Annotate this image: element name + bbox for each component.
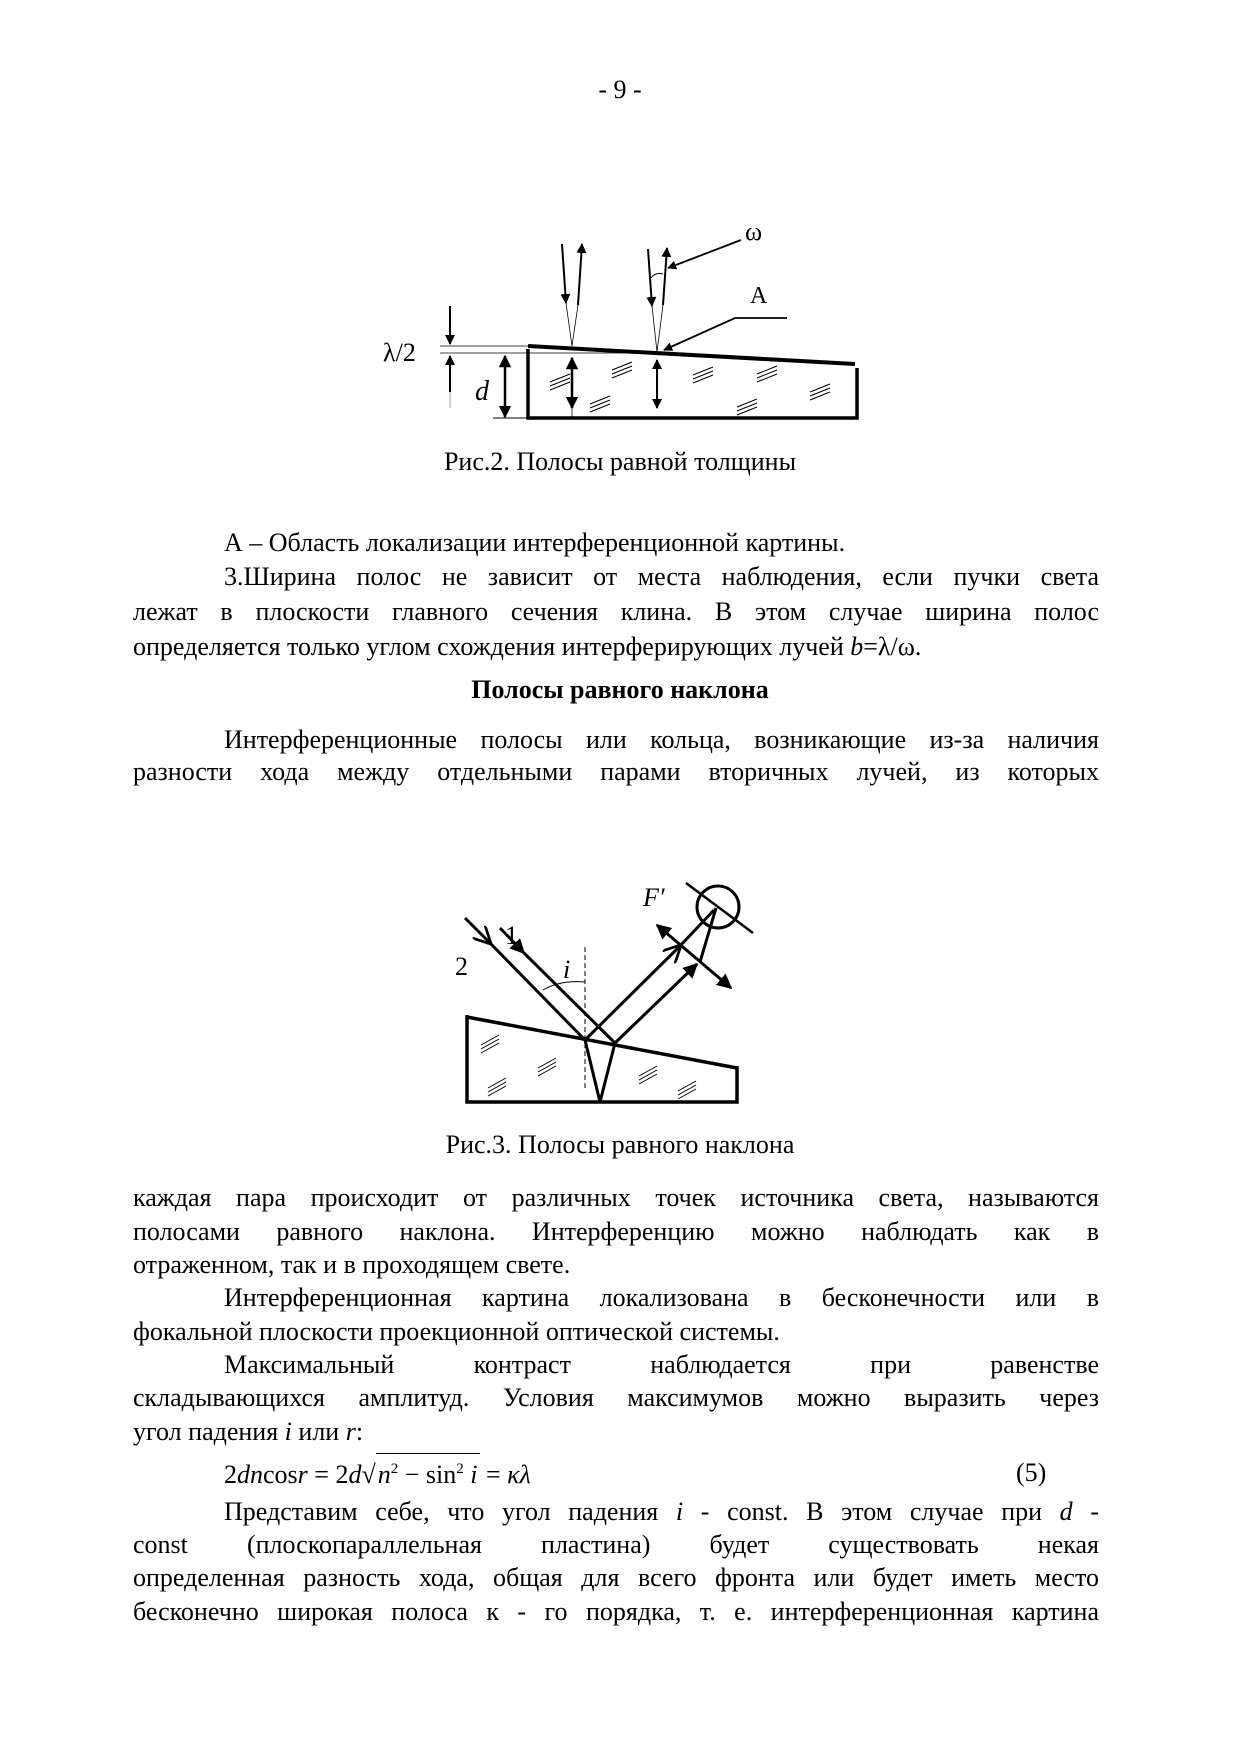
variable-b: b <box>850 632 864 661</box>
text: или <box>291 1417 346 1446</box>
f: n <box>377 1460 391 1489</box>
text: угол падения <box>133 1417 285 1446</box>
paragraph-line: Интерференционная картина локализована в бесконечности или в <box>224 1283 1099 1312</box>
paragraph-line: фокальной плоскости проекционной оптической системы. <box>133 1317 780 1346</box>
light-rays <box>562 244 667 352</box>
half-lambda-label: λ/2 <box>383 338 416 367</box>
variable-i: i <box>284 1417 292 1446</box>
section-heading: Полосы равного наклона <box>471 675 769 704</box>
annotation-pointers <box>664 240 787 350</box>
f: = <box>479 1460 508 1489</box>
paragraph-line: определенная разность хода, общая для всего фронта или будет иметь место <box>133 1563 1099 1592</box>
angle-i-label: i <box>563 955 571 984</box>
ray-1-label: 1 <box>505 921 518 950</box>
wedge-plate <box>528 346 857 418</box>
f: dn <box>237 1460 263 1489</box>
variable-i: i <box>675 1497 684 1526</box>
f: κλ <box>507 1460 531 1489</box>
point-a-label: A <box>750 283 768 309</box>
f: − sin <box>398 1460 457 1489</box>
paragraph-line: 3.Ширина полос не зависит от места наблюдения, если пучки света <box>224 562 1099 591</box>
f-prime-label: F′ <box>643 883 665 912</box>
incident-and-reflected-rays <box>465 883 753 1102</box>
sqrt-content <box>376 1453 480 1490</box>
variable-d: d <box>1059 1497 1073 1526</box>
equation-number: (5) <box>1016 1458 1047 1487</box>
thickness-arrows <box>440 306 657 418</box>
omega-label: ω <box>745 217 763 246</box>
f: cos <box>263 1460 298 1489</box>
figure-3-caption: Рис.3. Полосы равного наклона <box>445 1130 795 1159</box>
paragraph-line: const (плоскопараллельная пластина) будет существовать некая <box>133 1530 1099 1559</box>
glass-hatching <box>550 362 830 415</box>
paragraph-line <box>133 1415 1099 1449</box>
paragraph-line: Интерференционные полосы или кольца, возникающие из-за наличия <box>224 725 1099 754</box>
equation-5 <box>224 1453 531 1493</box>
text: определяется только углом схождения интерферирующих лучей <box>133 632 851 661</box>
text: Представим себе, что угол падения <box>224 1497 676 1526</box>
paragraph-line: складывающихся амплитуд. Условия максимумов можно выразить через <box>133 1383 1099 1412</box>
glass-hatching-fig3 <box>481 1035 696 1099</box>
paragraph-line: лежат в плоскости главного сечения клина. В этом случае ширина полос <box>133 597 1099 626</box>
variable-r: r <box>345 1417 356 1446</box>
f: i <box>463 1460 478 1489</box>
paragraph-line: Максимальный контраст наблюдается при равенстве <box>224 1350 1099 1379</box>
text: =λ/ω. <box>863 632 922 661</box>
paragraph-line <box>133 630 1099 664</box>
sqrt-sign: √ <box>361 1460 376 1489</box>
figure-2-caption: Рис.2. Полосы равной толщины <box>443 447 797 476</box>
f: 2 <box>224 1460 237 1489</box>
thickness-d-label: d <box>475 376 489 407</box>
f: 2 <box>390 1461 399 1477</box>
paragraph-line <box>224 1495 1099 1529</box>
paragraph-line: каждая пара происходит от различных точек источника света, называются <box>133 1183 1099 1212</box>
paragraph-line: А – Область локализации интерференционной картины. <box>224 528 846 557</box>
f: 2 <box>456 1461 464 1477</box>
paragraph-line: бесконечно широкая полоса к - го порядка, т. е. интерференционная картина <box>133 1597 1099 1626</box>
paragraph-line: полосами равного наклона. Интерференцию можно наблюдать как в <box>133 1217 1099 1246</box>
f: d <box>348 1460 362 1489</box>
page-number: - 9 - <box>598 75 642 104</box>
text: - const. В этом случае при <box>683 1497 1060 1526</box>
f: r <box>297 1460 308 1489</box>
paragraph-line: разности хода между отдельными парами вторичных лучей, из которых <box>133 757 1099 786</box>
text: : <box>355 1417 364 1446</box>
text: - <box>1072 1497 1099 1526</box>
f: = 2 <box>307 1460 349 1489</box>
ray-2-label: 2 <box>455 952 468 981</box>
paragraph-line: отраженном, так и в проходящем свете. <box>133 1250 571 1279</box>
